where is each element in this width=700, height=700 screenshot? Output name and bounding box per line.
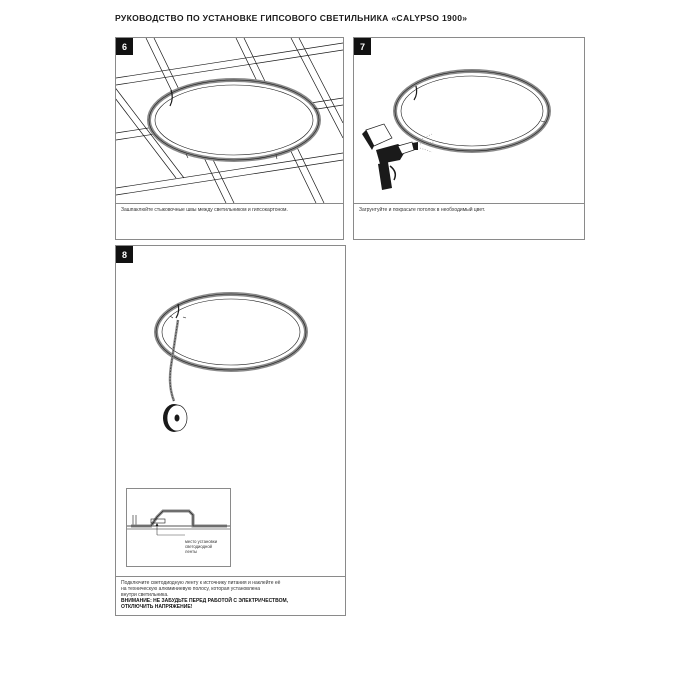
- inset-label-line: ленты: [185, 549, 198, 554]
- step-6-illustration: [116, 38, 343, 203]
- step-number-badge: 6: [116, 38, 133, 55]
- led-strip-location-label: [185, 539, 230, 554]
- caption-divider: [354, 203, 584, 204]
- inset-label-line: светодиодной: [185, 544, 213, 549]
- step-8-illustration: [116, 246, 345, 481]
- spray-gun-icon: [362, 124, 434, 190]
- step-8-panel: [115, 245, 346, 616]
- caption-line: внутри светильника.: [121, 592, 169, 598]
- caption-line: на техническую алюминиевую полосу, которая установлена: [121, 586, 261, 592]
- step-7-panel: [353, 37, 585, 240]
- profile-detail-inset: [126, 488, 231, 567]
- step-8-caption: [121, 580, 340, 610]
- step-7-caption: Загрунтуйте и покрасьте потолок в необходимый цвет.: [359, 207, 486, 213]
- step-6-panel: [115, 37, 344, 240]
- warning-line: ОТКЛЮЧИТЬ НАПРЯЖЕНИЕ!: [121, 604, 193, 610]
- step-7-illustration: [354, 38, 584, 203]
- inset-label-line: место установки: [185, 539, 218, 544]
- step-number-badge: 7: [354, 38, 371, 55]
- caption-line: Подключите светодиодную ленту к источнику питания и наклейте её: [121, 580, 281, 586]
- caption-divider: [116, 203, 343, 204]
- profile-section-drawing: [127, 489, 230, 566]
- caption-divider: [116, 576, 345, 577]
- power-supply-icon: [163, 404, 187, 432]
- step-number-badge: 8: [116, 246, 133, 263]
- step-6-caption: Зашпаклюйте стыковочные швы между светильником и гипсокартоном.: [121, 207, 288, 213]
- page-title: РУКОВОДСТВО ПО УСТАНОВКЕ ГИПСОВОГО СВЕТИЛЬНИКА «CALYPSO 1900»: [115, 13, 468, 23]
- warning-line: ВНИМАНИЕ: НЕ ЗАБУДЬТЕ ПЕРЕД РАБОТОЙ С ЭЛЕКТРИЧЕСТВОМ,: [121, 598, 289, 604]
